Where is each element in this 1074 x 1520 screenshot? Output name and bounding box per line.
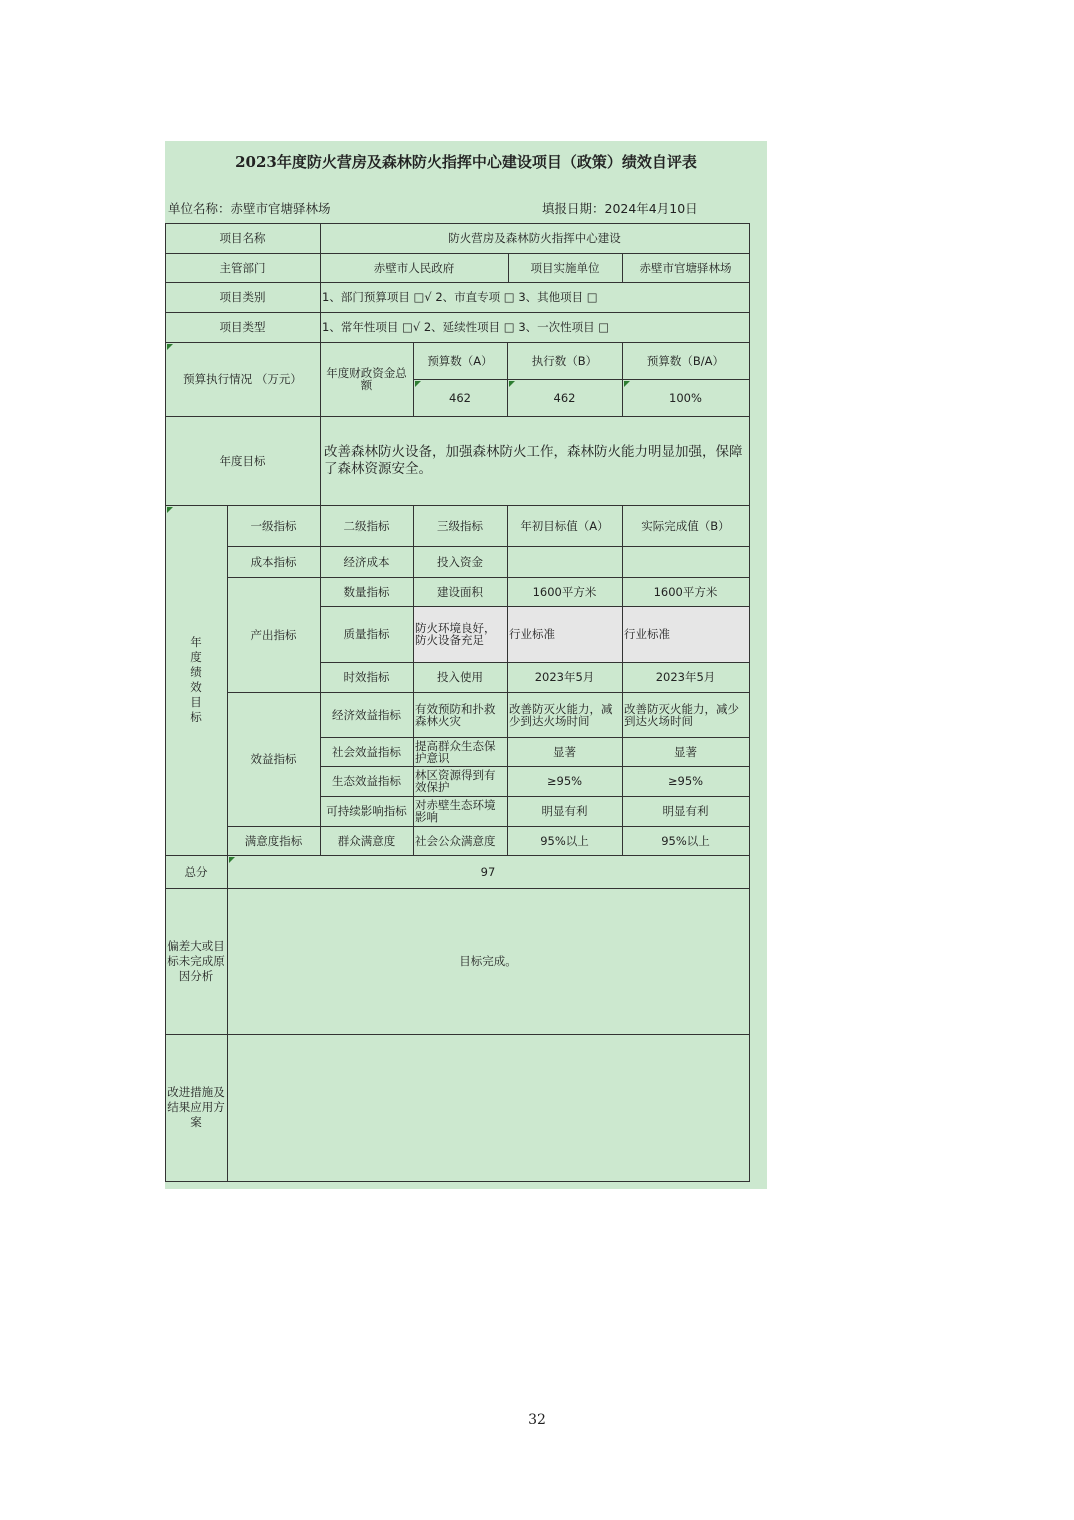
cell-marker	[624, 381, 630, 387]
output-indicator: 产出指标	[250, 627, 297, 642]
sheet-title: 2023年度防火营房及森林防火指挥中心建设项目（政策）绩效自评表	[235, 153, 697, 171]
budget-value-a: 462	[449, 390, 471, 405]
grid-line	[165, 416, 750, 417]
header-level1: 一级指标	[250, 518, 297, 533]
budget-header-a: 预算数（A）	[427, 353, 493, 368]
ecological-level2: 生态效益指标	[332, 774, 401, 788]
timeliness-level2: 时效指标	[343, 670, 390, 684]
project-name-value: 防火营房及森林防火指挥中心建设	[448, 231, 621, 245]
grid-line	[320, 416, 321, 505]
type-value: 1、常年性项目 □√ 2、延续性项目 □ 3、一次性项目 □	[322, 320, 610, 334]
budget-value-b: 462	[553, 390, 576, 405]
grid-line	[320, 606, 750, 607]
grid-line	[165, 888, 750, 889]
dept-label: 主管部门	[219, 260, 266, 275]
total-score-value: 97	[480, 864, 496, 879]
project-name-label: 项目名称	[219, 231, 266, 245]
grid-line	[413, 379, 750, 380]
category-label: 项目类别	[219, 290, 266, 304]
budget-header-ratio: 预算数（B/A）	[646, 353, 725, 368]
page-number: 32	[528, 1412, 546, 1428]
quantity-actual: 1600平方米	[653, 584, 718, 599]
cell-marker	[415, 381, 421, 387]
grid-line	[320, 796, 750, 797]
grid-line	[320, 505, 321, 855]
sustainable-level2: 可持续影响指标	[326, 804, 407, 818]
grid-line	[227, 505, 228, 1182]
annual-goal-text: 改善森林防火设备，加强森林防火工作，森林防火能力明显加强，保障了森林资源安全。	[324, 443, 743, 477]
satisfaction-target: 95%以上	[540, 833, 589, 848]
type-label: 项目类型	[219, 320, 266, 334]
grid-line	[320, 766, 750, 767]
sustainable-target: 明显有利	[541, 804, 588, 818]
header-level2: 二级指标	[343, 518, 390, 533]
cell-marker	[509, 381, 515, 387]
grid-line	[165, 855, 750, 856]
annual-goal-label: 年度目标	[219, 453, 266, 468]
social-level2: 社会效益指标	[332, 744, 401, 759]
grid-line	[165, 1181, 750, 1182]
satisfaction-level3: 社会公众满意度	[415, 833, 496, 848]
quality-actual: 行业标准	[622, 606, 749, 662]
economic-target: 改善防灭火能力，减少到达火场时间	[509, 701, 613, 728]
timeliness-target: 2023年5月	[534, 670, 595, 684]
improvement-text	[227, 1034, 749, 1181]
satisfaction-indicator: 满意度指标	[244, 833, 303, 848]
budget-label: 预算执行情况 （万元）	[183, 372, 302, 386]
quality-level2: 质量指标	[343, 627, 390, 641]
grid-line	[165, 253, 750, 254]
quantity-target: 1600平方米	[532, 584, 597, 599]
social-level3: 提高群众生态保护意识	[415, 738, 496, 765]
cost-target	[507, 546, 622, 577]
indicator-side-label: 年度绩效目标	[190, 635, 202, 724]
impl-label: 项目实施单位	[530, 260, 600, 275]
social-actual: 显著	[674, 744, 697, 759]
grid-line	[320, 223, 321, 416]
dept-value: 赤壁市人民政府	[373, 260, 455, 275]
grid-line	[227, 577, 750, 578]
grid-line	[413, 342, 414, 416]
ecological-actual: ≥95%	[667, 774, 704, 788]
cost-indicator: 成本指标	[250, 554, 297, 569]
quantity-level3: 建设面积	[437, 584, 483, 599]
cost-level3: 投入资金	[437, 554, 483, 569]
ecological-target: ≥95%	[546, 774, 583, 788]
grid-line	[165, 1034, 750, 1035]
grid-line	[165, 223, 166, 1182]
deviation-label: 偏差大或目标未完成原因分析	[167, 938, 225, 983]
social-target: 显著	[553, 744, 576, 759]
grid-line	[165, 505, 750, 506]
timeliness-actual: 2023年5月	[655, 670, 716, 684]
cost-level2: 经济成本	[343, 554, 390, 569]
total-score-label: 总分	[184, 864, 208, 879]
budget-value-ratio: 100%	[669, 390, 702, 405]
economic-level2: 经济效益指标	[332, 707, 401, 722]
quality-level3: 防火环境良好，防火设备充足	[413, 606, 507, 662]
category-value: 1、部门预算项目 □√ 2、市直专项 □ 3、其他项目 □	[322, 290, 598, 304]
budget-header-b: 执行数（B）	[531, 353, 598, 368]
grid-line	[227, 826, 750, 827]
grid-line	[507, 505, 508, 855]
header-target: 年初目标值（A）	[520, 518, 609, 533]
grid-line	[320, 662, 750, 663]
deviation-text: 目标完成。	[459, 954, 517, 968]
benefit-indicator: 效益指标	[250, 752, 297, 766]
grid-line	[622, 505, 623, 855]
budget-total-label: 年度财政资金总额	[326, 366, 407, 392]
unit-name: 单位名称：赤壁市官塘驿林场	[168, 201, 331, 216]
quality-target: 行业标准	[507, 606, 622, 662]
satisfaction-actual: 95%以上	[661, 833, 710, 848]
grid-line	[165, 223, 750, 224]
quantity-level2: 数量指标	[343, 584, 390, 599]
sustainable-actual: 明显有利	[662, 804, 709, 818]
economic-actual: 改善防灭火能力，减少到达火场时间	[624, 701, 739, 728]
header-actual: 实际完成值（B）	[641, 518, 730, 533]
timeliness-level3: 投入使用	[437, 670, 483, 684]
cell-marker	[229, 857, 235, 863]
grid-line	[508, 253, 509, 282]
header-level3: 三级指标	[437, 518, 483, 533]
sustainable-level3: 对赤壁生态环境影响	[415, 798, 496, 824]
satisfaction-level2: 群众满意度	[337, 833, 396, 848]
improvement-label: 改进措施及结果应用方案	[167, 1085, 225, 1129]
grid-line	[165, 342, 750, 343]
grid-line	[320, 737, 750, 738]
grid-line	[507, 342, 508, 416]
grid-line	[227, 546, 750, 547]
impl-value: 赤壁市官塘驿林场	[639, 260, 732, 275]
cell-marker	[167, 344, 173, 350]
cell-marker	[167, 507, 173, 513]
grid-line	[622, 253, 623, 282]
grid-line	[622, 342, 623, 416]
ecological-level3: 林区资源得到有效保护	[415, 768, 496, 794]
economic-level3: 有效预防和扑救森林火灾	[415, 701, 496, 728]
grid-line	[227, 692, 750, 693]
grid-line	[749, 223, 750, 1182]
grid-line	[165, 282, 750, 283]
cost-actual	[622, 546, 749, 577]
fill-date: 填报日期：2024年4月10日	[542, 201, 698, 216]
grid-line	[165, 312, 750, 313]
performance-evaluation-sheet	[165, 141, 767, 1189]
grid-line	[413, 505, 414, 855]
